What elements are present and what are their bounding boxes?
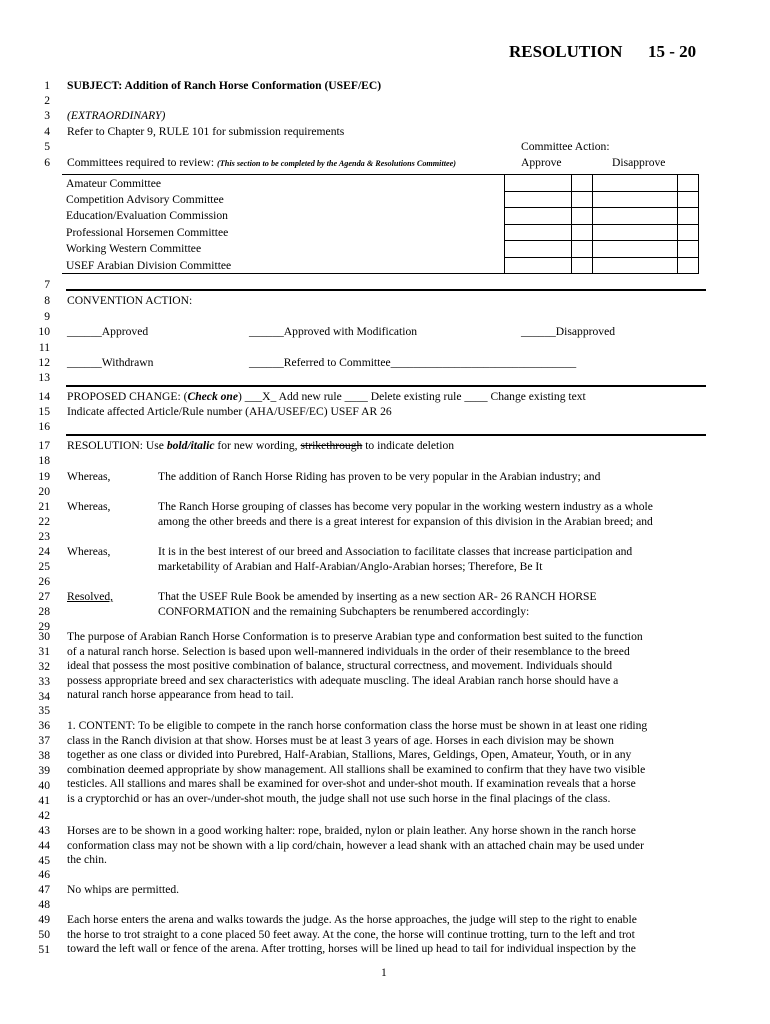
paragraph-line: The purpose of Arabian Ranch Horse Conformation is to preserve Arabian type and conformation best suited to the function: [67, 630, 643, 643]
whips-paragraph: [67, 883, 707, 898]
paragraph-line: 1. CONTENT: To be eligible to compete in the ranch horse conformation class the horse must be shown in at least one riding: [67, 719, 648, 732]
resolution-number: 15 - 20: [648, 42, 697, 61]
committee-action-cell[interactable]: [593, 257, 678, 274]
paragraph-line: together as one class or divided into Purebred, Half-Arabian, Stallions, Mares, Geldings, Open, Amateur, Youth, or in any: [67, 748, 632, 762]
line-number: 30: [38, 630, 50, 643]
committee-action-cell[interactable]: [593, 175, 678, 192]
committee-action-cell[interactable]: [572, 224, 593, 241]
committee-action-cell[interactable]: [678, 208, 699, 225]
whereas-label: Resolved,: [67, 590, 114, 603]
line-number: 25: [38, 560, 50, 573]
line-number: 3: [44, 109, 50, 122]
line-number: 2: [44, 94, 50, 107]
convention-referred: ______Referred to Committee________________________________: [249, 356, 577, 369]
line-number: 38: [38, 749, 50, 762]
line-number: 5: [44, 140, 50, 153]
line-number: 43: [38, 824, 50, 837]
whereas-text: CONFORMATION and the remaining Subchapters be renumbered accordingly:: [158, 605, 530, 619]
proposed-article: Indicate affected Article/Rule number (AHA/USEF/EC) USEF AR 26: [67, 405, 392, 418]
committee-action-cell[interactable]: [678, 175, 699, 192]
line-number: 21: [38, 500, 50, 513]
line-number: 33: [38, 675, 50, 688]
paragraph-line: is a cryptorchid or has an over-/under-shot mouth, the judge shall not use such horse in the final placings of the class.: [67, 791, 611, 805]
resolution-use-prefix: RESOLUTION: Use: [67, 439, 167, 452]
committee-row: [62, 208, 699, 225]
line-number: 46: [38, 868, 50, 881]
whereas-text: among the other breeds and there is a great interest for expansion of this division in the Arabian breed; and: [158, 515, 653, 529]
proposed-check-one: Check one: [187, 390, 239, 403]
committee-row: [62, 224, 699, 241]
paragraph-line: Each horse enters the arena and walks towards the judge. As the horse approaches, the judge will step to the right to enable: [67, 913, 637, 926]
paragraph-line: the horse to trot straight to a cone placed 50 feet away. At the cone, the horse will continue trotting, turn to the left and trot: [67, 927, 635, 941]
line-number: 13: [38, 371, 50, 384]
committee-action-cell[interactable]: [593, 241, 678, 258]
whereas-label: Whereas,: [67, 500, 111, 513]
line-number: 7: [44, 278, 50, 291]
line-number: 27: [38, 590, 50, 603]
line-number: 6: [44, 156, 50, 169]
line-number: 20: [38, 485, 50, 498]
convention-disapproved: ______Disapproved: [521, 325, 616, 338]
whereas-text: The addition of Ranch Horse Riding has proven to be very popular in the Arabian industry; and: [158, 470, 601, 483]
committees-required-line: [67, 156, 456, 171]
whereas-text: It is in the best interest of our breed and Association to facilitate classes that increase participation and: [158, 545, 633, 558]
line-number: 51: [38, 943, 50, 956]
whereas-label: Whereas,: [67, 545, 111, 558]
line-number: 14: [38, 390, 50, 403]
committees-note: (This section to be completed by the Agenda & Resolutions Committee): [217, 159, 456, 168]
committee-table: [62, 174, 699, 274]
line-number: 42: [38, 809, 50, 822]
line-number: 12: [38, 356, 50, 369]
resolution-use-mid: for new wording,: [214, 439, 301, 452]
resolution-use-line: [67, 439, 454, 453]
line-number: 47: [38, 883, 50, 896]
committee-action-label: Committee Action:: [521, 140, 610, 153]
whereas-text: marketability of Arabian and Half-Arabian/Anglo-Arabian horses; Therefore, Be It: [158, 560, 543, 574]
line-number: 39: [38, 764, 50, 777]
paragraph-line: testicles. All stallions and mares shall be examined for over-shot and under-shot mouth. If examination reveals that a horse: [67, 777, 636, 791]
paragraph-line: the chin.: [67, 853, 107, 867]
committee-name: Professional Horsemen Committee: [62, 224, 505, 241]
line-number: 41: [38, 794, 50, 807]
proposed-options: ) ___X_ Add new rule ____ Delete existing rule ____ Change existing text: [238, 390, 586, 403]
committee-action-cell[interactable]: [505, 257, 572, 274]
page-number: 1: [381, 966, 387, 979]
line-number: 19: [38, 470, 50, 483]
purpose-paragraph: [67, 630, 707, 703]
resolution-use-bolditalic: bold/italic: [166, 439, 215, 452]
convention-withdrawn: ______Withdrawn: [67, 356, 154, 369]
line-number: 34: [38, 690, 50, 703]
line-number: 23: [38, 530, 50, 543]
committee-name: Education/Evaluation Commission: [62, 208, 505, 225]
arena-paragraph: [67, 913, 707, 957]
line-number: 11: [38, 341, 50, 354]
committee-action-cell[interactable]: [678, 224, 699, 241]
line-number: 18: [38, 454, 50, 467]
committee-action-cell[interactable]: [505, 208, 572, 225]
line-number: 48: [38, 898, 50, 911]
committee-action-cell[interactable]: [572, 208, 593, 225]
line-number: 45: [38, 854, 50, 867]
line-number: 26: [38, 575, 50, 588]
paragraph-line: class in the Ranch division at that show. Horses must be at least 3 years of age. Horses in each division may be shown: [67, 733, 614, 747]
proposed-prefix: PROPOSED CHANGE: (: [67, 390, 188, 403]
resolution-use-strike: strikethrough: [300, 439, 363, 452]
halter-paragraph: [67, 824, 707, 868]
committee-action-cell[interactable]: [678, 257, 699, 274]
divider-proposed: [66, 385, 706, 387]
committees-required-label: Committees required to review:: [67, 156, 215, 169]
line-number: 29: [38, 620, 50, 633]
committee-action-cell[interactable]: [593, 224, 678, 241]
line-number: 4: [44, 125, 50, 138]
approve-label: Approve: [521, 156, 562, 169]
committee-row: [62, 241, 699, 258]
committee-row: [62, 175, 699, 192]
whereas-text: That the USEF Rule Book be amended by inserting as a new section AR- 26 RANCH HORSE: [158, 590, 597, 603]
whereas-label: Whereas,: [67, 470, 111, 483]
committee-action-cell[interactable]: [678, 241, 699, 258]
line-number: 10: [38, 325, 50, 338]
extraordinary-label: (EXTRAORDINARY): [67, 109, 166, 122]
line-number: 17: [38, 439, 50, 452]
line-number: 9: [44, 310, 50, 323]
subject: SUBJECT: Addition of Ranch Horse Conformation (USEF/EC): [67, 79, 382, 92]
paragraph-line: toward the left wall or fence of the arena. After trotting, horses will be lined up head to tail for individual inspection by the: [67, 942, 636, 956]
line-number: 37: [38, 734, 50, 747]
committee-name: USEF Arabian Division Committee: [62, 257, 505, 274]
line-number: 35: [38, 704, 50, 717]
line-number: 50: [38, 928, 50, 941]
line-number: 8: [44, 294, 50, 307]
line-number: 16: [38, 420, 50, 433]
committee-action-cell[interactable]: [572, 191, 593, 208]
paragraph-line: ideal that possess the most positive combination of balance, structural correctness, and movement. Individuals should: [67, 659, 613, 673]
line-number: 15: [38, 405, 50, 418]
committee-name: Amateur Committee: [62, 175, 505, 192]
paragraph-line: conformation class may not be shown with a lip cord/chain, however a lead shank with an attached chain may be used under: [67, 838, 644, 852]
line-number: 22: [38, 515, 50, 528]
committee-action-cell[interactable]: [572, 257, 593, 274]
line-number: 49: [38, 913, 50, 926]
convention-approved-mod: ______Approved with Modification: [249, 325, 418, 338]
convention-title: CONVENTION ACTION:: [67, 294, 193, 307]
line-number: 44: [38, 839, 50, 852]
line-number: 1: [44, 79, 50, 92]
committee-action-cell[interactable]: [505, 241, 572, 258]
committee-action-cell[interactable]: [505, 224, 572, 241]
line-number: 40: [38, 779, 50, 792]
committee-action-cell[interactable]: [593, 191, 678, 208]
paragraph-line: of a natural ranch horse. Selection is based upon well-mannered individuals in the order of their resemblance to the breed: [67, 644, 630, 658]
committee-row: [62, 257, 699, 274]
paragraph-line: No whips are permitted.: [67, 883, 180, 896]
line-number: 32: [38, 660, 50, 673]
line-number: 28: [38, 605, 50, 618]
paragraph-line: combination deemed appropriate by show management. All stallions shall be examined to confirm that they have two visible: [67, 762, 646, 776]
paragraph-line: Horses are to be shown in a good working halter: rope, braided, nylon or plain leather. Any horse shown in the ranch horse: [67, 824, 636, 837]
paragraph-line: possess appropriate breed and sex characteristics with adequate muscling. The ideal Arabian ranch horse should have a: [67, 673, 619, 687]
committee-action-cell[interactable]: [678, 191, 699, 208]
content-paragraph: [67, 719, 707, 807]
proposed-change-line: [67, 390, 586, 404]
divider-convention: [66, 289, 706, 291]
paragraph-line: natural ranch horse appearance from head to tail.: [67, 688, 294, 702]
committee-action-cell[interactable]: [572, 241, 593, 258]
committee-action-cell[interactable]: [593, 208, 678, 225]
resolution-title: RESOLUTION: [509, 42, 623, 61]
committee-action-cell[interactable]: [505, 191, 572, 208]
divider-resolution: [66, 434, 706, 436]
committee-action-cell[interactable]: [505, 175, 572, 192]
refer-text: Refer to Chapter 9, RULE 101 for submission requirements: [67, 125, 345, 138]
resolution-use-suffix: to indicate deletion: [362, 439, 455, 452]
line-number: 24: [38, 545, 50, 558]
committee-name: Working Western Committee: [62, 241, 505, 258]
line-number: 31: [38, 645, 50, 658]
whereas-text: The Ranch Horse grouping of classes has become very popular in the working western industry as a whole: [158, 500, 653, 513]
convention-approved: ______Approved: [67, 325, 149, 338]
committee-name: Competition Advisory Committee: [62, 191, 505, 208]
committee-action-cell[interactable]: [572, 175, 593, 192]
disapprove-label: Disapprove: [612, 156, 666, 169]
line-number: 36: [38, 719, 50, 732]
committee-row: [62, 191, 699, 208]
